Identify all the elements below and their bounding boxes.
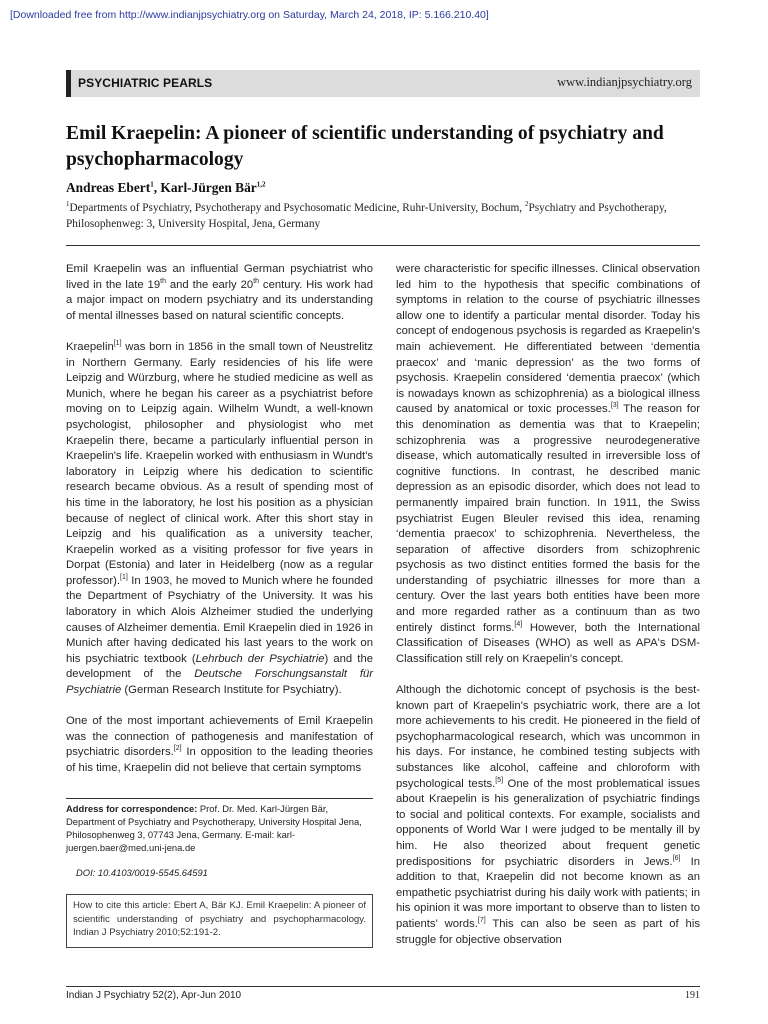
correspondence-label: Address for correspondence: — [66, 803, 198, 814]
affiliation-mark: 2 — [524, 200, 529, 209]
affiliation-mark: 1 — [66, 200, 70, 209]
body-text: The reason for this denomination as dementia was that to Kraepelin; schizophrenia was a progressive neurodegenerative disease, which automatically resulted in irreversible loss of cognitive functions. In contrast, he described manic depression as an episodic disorder, which does not lead to permanently impaired brain function. In 1911, the Swiss psychiatrist Eugen Bleuler revised this idea, renaming ‘dementia praecox’ to schizophrenia. Nevertheless, the separation of affective disorders from schizophrenic psychosis as two distinct entities formed the basis for the understanding of psychiatric illnesses for more than a century. Over the last years both entities have been more and more regarded rather as a continuum than as two entirely distinct forms. — [396, 403, 700, 634]
body-text: In opposition to the leading theories of his time, Kraepelin did not believe that certain symptoms — [66, 746, 373, 774]
body-text: Emil Kraepelin was an influential German psychiatrist who lived in the late 19 — [66, 263, 373, 291]
body-text: Although the dichotomic concept of psychosis is the best-known part of Kraepelin's psychiatric work, there are a lot more achievements to his credit. He pioneered in the field of psychopharmacological research, which was uncommon in his days. For instance, he combined testing subjects with substances like alcohol, caffeine and chloroform with psychological tests. — [396, 684, 700, 790]
reference-link[interactable]: [3] — [610, 402, 619, 410]
affiliation-text: Psychiatry and Psychotherapy, Philosophenweg: 3, University Hospital, Jena, Germany — [66, 202, 667, 230]
affiliations — [66, 200, 706, 232]
right-column — [396, 262, 700, 964]
body-text: (German Research Institute for Psychiatry). — [121, 684, 342, 697]
body-text: was born in 1856 in the small town of Neustrelitz in Northern Germany. Early residencies of his life were Leipzig and Würzburg, where he studied medicine as well as Munich, where he began his career as a psychiatrist before moving on to Leipzig again. Wilhelm Wundt, a well-known psychologist, philosopher and physiologist who met Kraepelin there, became a particularly influential person in Kraepelin's life. Kraepelin worked with enthusiasm in Wundt's laboratory in Leipzig where his dedication to scientific research became obvious. As a result of spending most of his time in the laboratory, he lost his position as a physician because of neglect of clinical work. After this short stay in Leipzig and his qualification as a university teacher, Kraepelin worked as a visiting professor for five years in Dorpat (Estonia) and later in Heidelberg (now as a regular professor). — [66, 340, 373, 587]
reference-link[interactable]: [1] — [113, 340, 122, 348]
header-divider — [66, 245, 700, 246]
body-text: This can also be seen as part of his struggle for objective observation — [396, 917, 700, 946]
body-text: ) and the development of the — [66, 652, 374, 681]
left-column — [66, 262, 373, 792]
body-paragraph — [66, 714, 373, 776]
reference-link[interactable]: [2] — [173, 745, 182, 753]
correspondence-block — [66, 802, 373, 854]
body-text: However, both the International Classification of Diseases (WHO) as well as APA's DSM-Classification still rely on Kraepelin's concept. — [396, 621, 700, 665]
correspondence-text: Prof. Dr. Med. Karl-Jürgen Bär, Department of Psychiatry and Psychotherapy, University Hospital Jena, Philosophenweg 3, 07743 Jena, Germany. E-mail: karl-juergen.baer@med.uni-jena.de — [66, 803, 362, 853]
section-banner — [66, 70, 700, 97]
doi[interactable]: DOI: 10.4103/0019-5545.64591 — [76, 867, 208, 878]
reference-link[interactable]: [1] — [120, 574, 128, 582]
body-text: century. His work had a major impact on modern psychiatry and its understanding of mental illnesses based on natural scientific concepts. — [66, 278, 373, 322]
download-note[interactable]: [Downloaded free from http://www.indianjpsychiatry.org on Saturday, March 24, 2018, IP: 5.166.210.40] — [10, 9, 489, 21]
banner-accent-bar — [66, 70, 71, 97]
journal-issue: Indian J Psychiatry 52(2), Apr-Jun 2010 — [66, 990, 242, 1001]
correspondence-divider — [66, 798, 373, 799]
reference-link[interactable]: [6] — [672, 854, 681, 862]
author-affiliation-mark: 1 — [150, 180, 154, 189]
reference-link[interactable]: [4] — [514, 620, 523, 628]
section-title: PSYCHIATRIC PEARLS — [78, 76, 213, 90]
body-paragraph — [396, 683, 700, 948]
body-paragraph — [396, 262, 700, 667]
affiliation-text: Departments of Psychiatry, Psychotherapy and Psychosomatic Medicine, Ruhr-University, Bochum, — [69, 202, 525, 214]
body-text: One of the most problematical issues about Kraepelin is his generalization of psychiatric findings to social and political contexts. For example, socialists and opponents of World War I were judged to be mentally ill by him. He also theorized about frequent genetic predispositions for psychiatric disorders in Jews. — [396, 777, 700, 868]
body-text: Kraepelin — [66, 340, 114, 353]
author-list: Andreas Ebert$^1$, Karl-Jürgen Bär$^{1,2}$ — [66, 180, 266, 195]
body-text: were characteristic for specific illnesses. Clinical observation led him to the hypothesis that specific combinations of symptoms in relation to the course of psychiatric illnesses allow one to identify a particular mental disorder. Today his concept of endogenous psychosis is regarded as Kraepelin's main achievement. He differentiated between ‘dementia praecox’ and ‘manic depression’ as the two forms of psychosis. Kraepelin considered ‘dementia praecox’ (which is nowadays known as schizophrenia) as a biological illness caused by anatomical or toxic processes. — [396, 263, 700, 416]
author-name: Andreas Ebert — [66, 180, 151, 195]
body-text: In addition to that, Kraepelin did not become known as an empathetic psychiatrist during his daily work with patients; in his opinion it was more important to observe than to listen to patients' words. — [396, 855, 700, 930]
author-affiliation-mark: 1,2 — [256, 180, 266, 189]
page-number: 191 — [685, 990, 700, 1001]
ordinal-suffix: th — [160, 277, 166, 285]
author-name: Karl-Jürgen Bär — [160, 180, 257, 195]
body-text: In 1903, he moved to Munich where he founded the Department of Psychiatry of the University. It was his laboratory in which Alois Alzheimer studied the underlying causes of Alzheimer dementia. Emil Kraepelin died in 1926 in Munich after having dedicated his last years to the work on his psychiatric textbook ( — [66, 574, 373, 665]
footer-divider — [66, 986, 700, 987]
body-text: and the early 20 — [165, 278, 254, 291]
body-text: One of the most important achievements of Emil Kraepelin was the connection of pathogenesis and manifestation of psychiatric disorders. — [66, 715, 373, 759]
citation-box: How to cite this article: Ebert A, Bär KJ. Emil Kraepelin: A pioneer of scientific understanding of psychiatry and psychopharmacology. Indian J Psychiatry 2010;52:191-2. — [66, 894, 373, 948]
ordinal-suffix: th — [253, 277, 260, 285]
body-paragraph — [66, 340, 373, 699]
reference-link[interactable]: [5] — [495, 776, 504, 784]
journal-website-link[interactable]: www.indianjpsychiatry.org — [557, 75, 692, 89]
article-title: Emil Kraepelin: A pioneer of scientific understanding of psychiatry and psychopharmacology — [66, 123, 664, 170]
institute-name: Deutsche Forschungsanstalt für Psychiatrie — [66, 668, 374, 697]
body-paragraph — [66, 262, 373, 324]
reference-link[interactable]: [7] — [477, 917, 486, 925]
book-title: Lehrbuch der Psychiatrie — [195, 652, 325, 665]
